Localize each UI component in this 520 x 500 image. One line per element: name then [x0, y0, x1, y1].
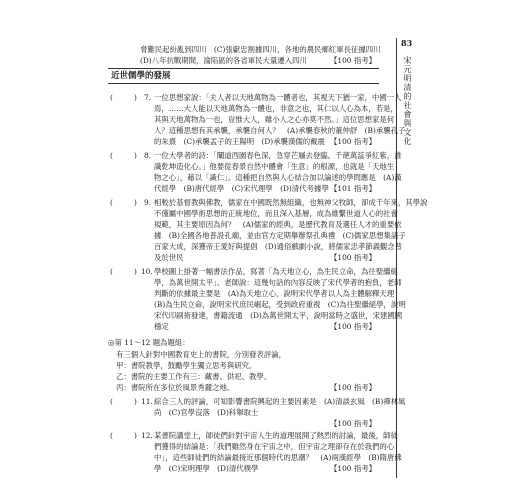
page-number: 83 — [401, 38, 413, 48]
chapter-side-title: 宋元明清的社會與文化 — [403, 56, 412, 146]
answer-paren-open-12: ( — [110, 431, 113, 440]
group-heading: ◎第 11～12 題為題組： — [108, 338, 190, 347]
question-number-10: 10. — [141, 267, 153, 276]
q9-line-4: 據 (B)全國各地普設孔廟，並由官方定期舉辦祭孔典禮 (C)儒家思想集諸子 — [154, 231, 406, 240]
intro-exam-tag: 【100 指考】 — [330, 56, 377, 65]
answer-paren-open-9: ( — [110, 198, 113, 207]
question-number-8: 8. — [144, 151, 152, 160]
q8-exam-tag: 【101 指考】 — [330, 184, 377, 193]
q9-line-1: 相較於基督教與佛教，儒家在中國既然無組織，也無神父牧師，卻成千年來，其學說 — [154, 198, 428, 207]
q9-line-2: 不僅屬中國學術思想的正統地位，而且深入基層，成為維繫世道人心的社會 — [154, 209, 398, 218]
q12-line-4: 學 (C)宋明理學 (D)清代樸學 — [154, 464, 259, 473]
q8-line-1: 一位大學者的詩：「闡道西園春色深，急穿芒屩去登臨。千葩萬蕊爭紅紫，誰 — [154, 151, 402, 160]
q12-exam-tag: 【100 指考】 — [330, 464, 377, 473]
q10-line-5: 宋代印刷術發達，書籍流通 (D)為萬世開太平，說明當時之盛世，宋建國國 — [154, 311, 403, 320]
q7-line-3: 其與天地萬物為一也，豈惟大人，雖小人之心亦莫不然。」這位思想家是何 — [154, 115, 395, 124]
answer-paren-open-7: ( — [110, 93, 113, 102]
group-intro: 有三個人針對中國教育史上的書院，分別發表評論， — [116, 350, 286, 359]
answer-paren-close-12: ) — [134, 431, 137, 440]
q10-line-3: 判斷的依據最主要是 (A)為天地立心，說明宋代學者以人為主體解釋天理 — [154, 289, 395, 298]
answer-paren-close-10: ) — [134, 267, 137, 276]
q9-exam-tag: 【100 指考】 — [330, 253, 377, 262]
q10-line-1: 學校圖上掛著一幅書法作品，寫著「為天地立心，為生民立命，為往聖繼絕 — [154, 267, 398, 276]
question-number-12: 12. — [141, 431, 153, 440]
answer-paren-open-10: ( — [110, 267, 113, 276]
q7-line-4: 人？這種思想有其承襲，承襲自何人？ (A)承襲春秋的董仲舒 (B)承襲孔子 — [154, 126, 406, 135]
answer-paren-close-11: ) — [134, 397, 137, 406]
speaker-jia: 甲：書院教學，鼓勵學生獨立思考與研究。 — [116, 361, 257, 370]
answer-paren-close-9: ) — [134, 198, 137, 207]
q7-line-2: 焉，……大人能以天地萬物為一體也，非意之也，其仁以人心為本，若是， — [154, 104, 398, 113]
q11-exam-tag: 【100 指考】 — [330, 419, 377, 428]
q11-line-2: 尚 (C)官學沒落 (D)科舉取士 — [154, 408, 259, 417]
answer-paren-close-7: ) — [134, 93, 137, 102]
q12-line-3: 中」，這些師徒們的結論最接近那個時代的思潮？ (A)兩漢經學 (B)隋唐佛 — [154, 453, 402, 462]
answer-paren-open-8: ( — [110, 151, 113, 160]
q8-line-2: 識乾坤造化心。」他要從春景自然中體會「生意」的根源，也就是「天地生 — [154, 162, 395, 171]
q8-line-4: 代經學 (B)唐代經學 (C)宋代理學 (D)清代考據學 — [154, 184, 329, 193]
q11-line-1: 綜合三人的評論，可知影響書院興起的主要因素是 (A)清談玄風 (B)禪林風 — [154, 397, 406, 406]
answer-paren-close-8: ) — [134, 151, 137, 160]
q9-line-3: 規範，其主要原因為何？ (A)儒家的經典，是歷代教育及選任人才的重要依 — [154, 220, 402, 229]
q10-line-4: (B)為生民立命，說明宋代庶民崛起，受到政府重視 (C)為往聖繼絕學，說明 — [154, 300, 406, 309]
section-title: 近世儒學的發展 — [108, 68, 379, 84]
q7-line-1: 一位思想家說：「夫人者以天地萬物為一體者也，其視天下猶一家，中國一人 — [154, 93, 402, 102]
q9-line-5: 百家大成，深獲帝王愛好與提倡 (D)通俗戲劇小說，將儒家忠孝節義觀念普 — [154, 242, 403, 251]
q7-exam-tag: 【100 指考】 — [330, 137, 377, 146]
q9-line-6: 及於世民 — [154, 253, 184, 262]
group-exam-tag: 【100 指考】 — [330, 383, 377, 392]
question-number-7: 7. — [144, 93, 152, 102]
q8-line-3: 物之心」，藉以「識仁」。這種把自然與人心結合加以論述的學問應是 (A)漢 — [154, 173, 402, 182]
q10-line-6: 穩定 — [154, 322, 169, 331]
q10-exam-tag: 【100 指考】 — [330, 322, 377, 331]
intro-line-1: 脅難民起紛亂到四川 (C)張獻忠割據四川，各地的農民鄉紅軍長征據四川 — [140, 45, 381, 54]
q10-line-2: 學，為萬世開太平」。老師說：這幾句話的內容反映了宋代學者的抱負，老師 — [154, 278, 402, 287]
answer-paren-open-11: ( — [110, 397, 113, 406]
q7-line-5: 的朱熹 (C)承襲孟子的王陽明 (D)承襲漢儒的戴震 — [154, 137, 325, 146]
q12-line-1: 某書院講堂上，師徒們針對宇宙人生的道理展開了熱烈的討論，最後，師徒 — [154, 431, 398, 440]
q12-line-2: 們獲得的結論是：「我們雖然身在宇宙之中，但宇宙之理卻存在於我們的心 — [154, 442, 395, 451]
intro-line-2: (D)八年抗戰期間，淪陷區的各省軍民大量遷入四川 — [140, 56, 307, 65]
question-number-9: 9. — [144, 198, 152, 207]
question-number-11: 11. — [141, 397, 153, 406]
speaker-bing: 丙：書院所在多位於風景秀麗之地。 — [116, 383, 235, 392]
speaker-yi: 乙：書院的主要工作有三：藏書、供祀、教學。 — [116, 372, 272, 381]
